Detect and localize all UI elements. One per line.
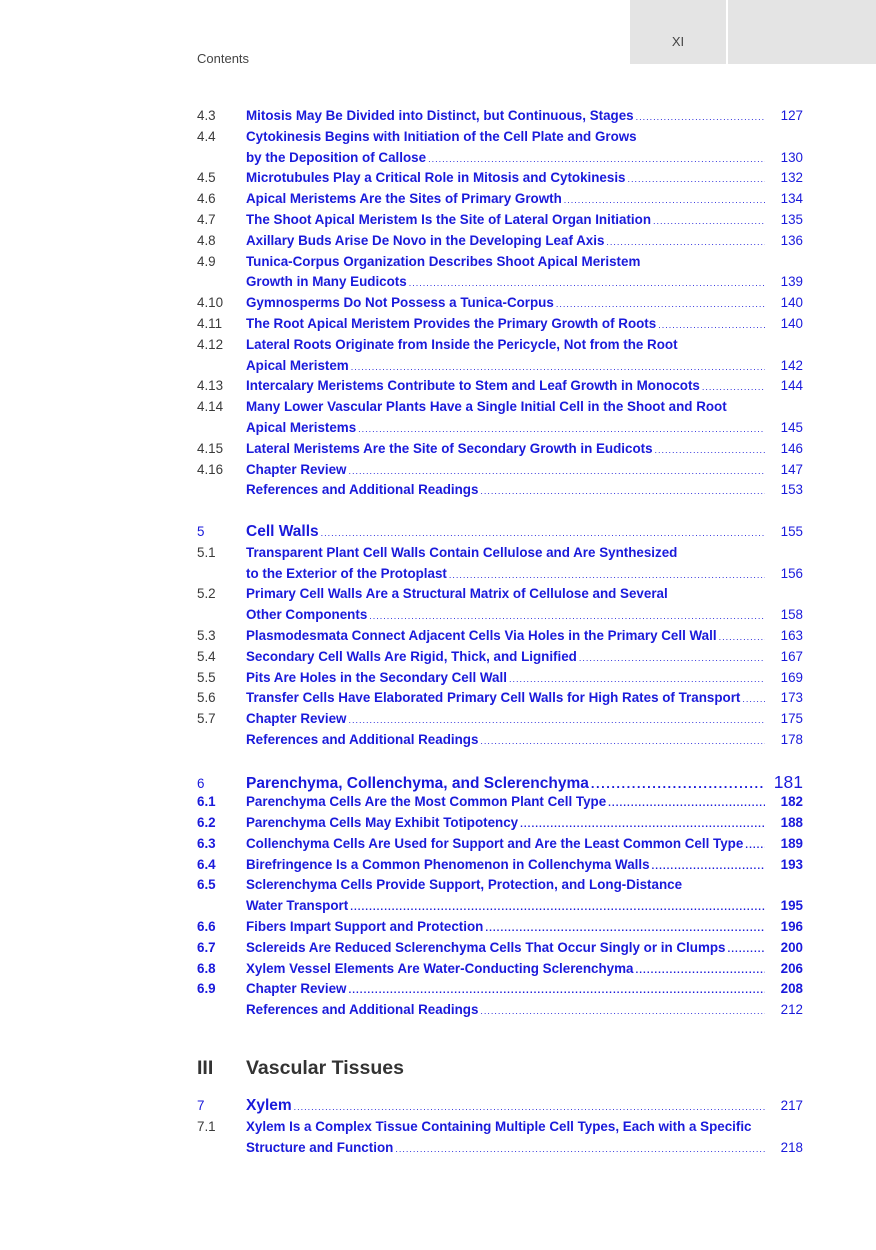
- section-title-link[interactable]: [246, 335, 769, 356]
- page-ref: 206: [780, 960, 803, 976]
- toc-entry[interactable]: [197, 688, 803, 709]
- dot-leader: [509, 669, 765, 690]
- page-ref: 142: [780, 357, 803, 373]
- section-number: 4.5: [197, 170, 216, 186]
- page-ref: 130: [780, 149, 803, 165]
- section-title: Many Lower Vascular Plants Have a Single Initial Cell in the Shoot and Root: [246, 399, 727, 415]
- toc-entry[interactable]: [197, 189, 803, 210]
- section-title-link[interactable]: [246, 439, 769, 461]
- toc-block-chapter-7: [197, 1117, 803, 1159]
- section-number: 6.8: [197, 960, 216, 976]
- section-title-link[interactable]: [246, 647, 769, 669]
- section-title-link[interactable]: [246, 668, 769, 690]
- section-number: 6.6: [197, 919, 216, 935]
- page-ref: 146: [780, 440, 803, 456]
- section-title-link[interactable]: [246, 106, 769, 128]
- section-title: Intercalary Meristems Contribute to Stem and Leaf Growth in Monocots: [246, 378, 700, 394]
- page-ref: 132: [780, 170, 803, 186]
- section-title: Lateral Roots Originate from Inside the Pericycle, Not from the Root: [246, 336, 678, 352]
- section-title-link[interactable]: [246, 210, 769, 232]
- section-number: 4.13: [197, 378, 224, 394]
- toc-entry-line[interactable]: [197, 397, 803, 418]
- section-title-link[interactable]: [246, 813, 769, 836]
- section-number: 4.11: [197, 315, 223, 331]
- dot-leader: [564, 190, 765, 211]
- toc-entry[interactable]: [197, 356, 803, 377]
- section-title-link[interactable]: [246, 543, 769, 564]
- page-ref: 153: [780, 482, 803, 498]
- section-title-link[interactable]: [246, 626, 769, 648]
- section-title: References and Additional Readings: [246, 482, 479, 498]
- chapter-number: 5: [197, 523, 205, 539]
- toc-block-chapter-4: [197, 106, 803, 501]
- section-title-link[interactable]: [246, 792, 769, 815]
- section-title-link[interactable]: [246, 314, 769, 336]
- toc-entry[interactable]: [197, 626, 803, 647]
- section-number: 4.7: [197, 211, 216, 227]
- section-number: 6.2: [197, 815, 216, 831]
- toc-entry-line[interactable]: [197, 875, 803, 896]
- toc-entry[interactable]: [197, 1000, 803, 1021]
- toc-entry[interactable]: [197, 168, 803, 189]
- section-title: Sclereids Are Reduced Sclerenchyma Cells That Occur Singly or in Clumps: [246, 939, 726, 955]
- section-title: Fibers Impart Support and Protection: [246, 919, 484, 935]
- section-number: 7.1: [197, 1118, 216, 1134]
- dot-leader: [369, 606, 765, 627]
- dot-leader: [658, 315, 765, 336]
- toc-entry-line[interactable]: [197, 335, 803, 356]
- chapter-number: 6: [197, 775, 205, 791]
- section-number: 6.3: [197, 835, 216, 851]
- section-title: Transparent Plant Cell Walls Contain Cellulose and Are Synthesized: [246, 544, 678, 560]
- toc-entry[interactable]: [197, 272, 803, 293]
- page-ref: 144: [780, 378, 803, 394]
- dot-leader: [294, 1097, 765, 1118]
- page-ref: 167: [780, 648, 803, 664]
- section-number: 4.3: [197, 108, 216, 123]
- page-ref: 195: [780, 898, 803, 914]
- page-ref: 145: [780, 419, 803, 435]
- section-title-link[interactable]: [246, 584, 769, 605]
- toc-entry-line[interactable]: [197, 584, 803, 605]
- page-ref: 175: [780, 711, 803, 727]
- dot-leader: [608, 794, 765, 815]
- page-ref: 173: [780, 690, 803, 706]
- toc-entry[interactable]: [197, 959, 803, 980]
- running-head: Contents: [197, 51, 250, 66]
- section-title: Plasmodesmata Connect Adjacent Cells Via Holes in the Primary Cell Wall: [246, 627, 717, 643]
- page-ref: 163: [780, 627, 803, 643]
- section-title-link[interactable]: [246, 252, 769, 273]
- section-title-link[interactable]: [246, 376, 769, 398]
- table-of-contents: [197, 106, 803, 1158]
- page-ref: 188: [780, 815, 803, 831]
- dot-leader: [591, 774, 765, 795]
- dot-leader: [321, 523, 765, 544]
- toc-entry[interactable]: [197, 564, 803, 585]
- dot-leader: [606, 232, 765, 253]
- toc-entry[interactable]: [197, 314, 803, 335]
- section-title: Structure and Function: [246, 1139, 394, 1155]
- section-title: References and Additional Readings: [246, 731, 479, 747]
- dot-leader: [350, 898, 765, 919]
- section-title: Tunica-Corpus Organization Describes Shoot Apical Meristem: [246, 253, 641, 269]
- section-number: 5.3: [197, 627, 216, 643]
- section-title-link[interactable]: [246, 293, 769, 315]
- section-title: Axillary Buds Arise De Novo in the Developing Leaf Axis: [246, 232, 605, 248]
- section-title: Water Transport: [246, 898, 349, 914]
- section-title-link[interactable]: [246, 959, 769, 982]
- toc-chapter-5[interactable]: [197, 522, 803, 543]
- section-number: 5.6: [197, 690, 216, 706]
- section-title-link[interactable]: [246, 148, 769, 170]
- section-title: Gymnosperms Do Not Possess a Tunica-Corpus: [246, 295, 554, 311]
- section-title: Mitosis May Be Divided into Distinct, but Continuous, Stages: [246, 108, 634, 123]
- toc-entry[interactable]: [197, 210, 803, 231]
- toc-entry[interactable]: [197, 376, 803, 397]
- page-number: XI: [671, 34, 685, 49]
- section-number: 6.1: [197, 794, 216, 810]
- page-ref: 208: [780, 981, 803, 997]
- section-number: 4.14: [197, 399, 224, 415]
- toc-entry[interactable]: [197, 792, 803, 813]
- dot-leader: [395, 1139, 765, 1160]
- toc-entry[interactable]: [197, 979, 803, 1000]
- section-title: Cytokinesis Begins with Initiation of the Cell Plate and Grows: [246, 128, 637, 144]
- section-title-link[interactable]: [246, 938, 769, 961]
- toc-entry[interactable]: [197, 293, 803, 314]
- section-title: Xylem Is a Complex Tissue Containing Multiple Cell Types, Each with a Specific: [246, 1118, 752, 1134]
- toc-chapter-7[interactable]: [197, 1096, 803, 1117]
- dot-leader: [449, 565, 765, 586]
- section-number: 6.7: [197, 939, 216, 955]
- section-title: Apical Meristem: [246, 357, 349, 373]
- page-ref: 217: [780, 1098, 803, 1114]
- section-title: Chapter Review: [246, 711, 347, 727]
- chapter-title-link[interactable]: [246, 522, 769, 544]
- section-title-link[interactable]: [246, 605, 769, 627]
- dot-leader: [636, 107, 765, 128]
- dot-leader: [745, 836, 765, 857]
- section-title-link[interactable]: [246, 168, 769, 190]
- page-ref: 140: [780, 295, 803, 311]
- dot-leader: [728, 940, 766, 961]
- dot-leader: [635, 961, 765, 982]
- dot-leader: [358, 419, 765, 440]
- toc-part-heading: [197, 1052, 803, 1084]
- section-title: Other Components: [246, 607, 368, 623]
- page-ref: 155: [780, 523, 803, 539]
- dot-leader: [480, 1001, 765, 1022]
- section-title: Chapter Review: [246, 981, 347, 997]
- page-ref: 135: [780, 211, 803, 227]
- dot-leader: [655, 440, 765, 461]
- toc-entry[interactable]: [197, 896, 803, 917]
- toc-block-chapter-6: [197, 792, 803, 1021]
- page-ref: 134: [780, 191, 803, 207]
- section-title: Sclerenchyma Cells Provide Support, Protection, and Long-Distance: [246, 877, 683, 893]
- section-title-link[interactable]: [246, 855, 769, 878]
- section-number: 4.10: [197, 295, 224, 311]
- toc-entry-line[interactable]: [197, 1117, 803, 1138]
- section-number: 5.5: [197, 669, 216, 685]
- chapter-title: Xylem: [246, 1097, 292, 1115]
- page-ref: 182: [780, 794, 803, 810]
- section-number: 4.4: [197, 128, 216, 144]
- chapter-title: Parenchyma, Collenchyma, and Sclerenchyma: [246, 774, 589, 792]
- toc-entry[interactable]: [197, 917, 803, 938]
- section-title-link[interactable]: [246, 709, 769, 731]
- page-ref: 169: [780, 669, 803, 685]
- section-number: 4.16: [197, 461, 224, 477]
- dot-leader: [628, 169, 766, 190]
- section-number: 6.9: [197, 981, 216, 997]
- section-title: Parenchyma Cells Are the Most Common Plant Cell Type: [246, 794, 607, 810]
- section-title-link[interactable]: [246, 979, 769, 1002]
- section-title: References and Additional Readings: [246, 1002, 479, 1018]
- dot-leader: [653, 211, 765, 232]
- part-title: Vascular Tissues: [246, 1057, 404, 1080]
- section-number: 6.5: [197, 877, 216, 893]
- section-title: by the Deposition of Callose: [246, 149, 427, 165]
- header-tab-left: [630, 0, 726, 64]
- section-title-link[interactable]: [246, 231, 769, 253]
- toc-entry[interactable]: [197, 148, 803, 169]
- page-ref: 196: [780, 919, 803, 935]
- toc-entry[interactable]: [197, 439, 803, 460]
- section-number: 4.15: [197, 440, 224, 456]
- toc-entry[interactable]: [197, 834, 803, 855]
- dot-leader: [742, 689, 765, 710]
- section-number: 4.9: [197, 253, 216, 269]
- section-title: Apical Meristems Are the Sites of Primary Growth: [246, 191, 562, 207]
- section-title-link[interactable]: [246, 418, 769, 440]
- section-title: Primary Cell Walls Are a Structural Matrix of Cellulose and Several: [246, 586, 668, 602]
- dot-leader: [348, 981, 765, 1002]
- section-title-link[interactable]: [246, 397, 769, 418]
- section-title-link[interactable]: [246, 896, 769, 919]
- section-title-link[interactable]: [246, 460, 769, 482]
- section-title-link[interactable]: [246, 189, 769, 211]
- toc-chapter-6[interactable]: [197, 772, 803, 793]
- section-title: Chapter Review: [246, 461, 347, 477]
- dot-leader: [409, 273, 765, 294]
- chapter-number: 7: [197, 1098, 205, 1114]
- section-title-link[interactable]: [246, 688, 769, 710]
- toc-entry[interactable]: [197, 855, 803, 876]
- section-title-link[interactable]: [246, 564, 769, 586]
- section-number: 5.7: [197, 711, 216, 727]
- toc-entry[interactable]: [197, 938, 803, 959]
- section-title: Apical Meristems: [246, 419, 357, 435]
- toc-entry[interactable]: [197, 231, 803, 252]
- toc-entry[interactable]: [197, 460, 803, 481]
- section-title: Parenchyma Cells May Exhibit Totipotency: [246, 815, 519, 831]
- toc-block-chapter-5: [197, 543, 803, 751]
- section-title-link[interactable]: [246, 356, 769, 378]
- section-title: Microtubules Play a Critical Role in Mitosis and Cytokinesis: [246, 170, 626, 186]
- toc-entry[interactable]: [197, 730, 803, 751]
- section-title: to the Exterior of the Protoplast: [246, 565, 447, 581]
- section-title-link[interactable]: [246, 1138, 769, 1160]
- section-title: Growth in Many Eudicots: [246, 274, 407, 290]
- section-number: 4.12: [197, 336, 224, 352]
- page-ref: 218: [780, 1139, 803, 1155]
- page-ref: 156: [780, 565, 803, 581]
- toc-entry[interactable]: [197, 106, 803, 127]
- section-title-link[interactable]: [246, 272, 769, 294]
- dot-leader: [702, 377, 765, 398]
- section-number: 6.4: [197, 856, 216, 872]
- chapter-title-link[interactable]: [246, 1096, 769, 1118]
- page-ref: 139: [780, 274, 803, 290]
- toc-entry-line[interactable]: [197, 127, 803, 148]
- section-title: Transfer Cells Have Elaborated Primary Cell Walls for High Rates of Transport: [246, 690, 741, 706]
- toc-entry[interactable]: [197, 1138, 803, 1159]
- page-ref: 127: [780, 108, 803, 123]
- page-ref: 189: [780, 835, 803, 851]
- page-ref: 136: [780, 232, 803, 248]
- section-title-link[interactable]: [246, 834, 769, 857]
- section-title: Lateral Meristems Are the Site of Secondary Growth in Eudicots: [246, 440, 653, 456]
- section-number: 5.4: [197, 648, 216, 664]
- section-title: The Shoot Apical Meristem Is the Site of Lateral Organ Initiation: [246, 211, 652, 227]
- dot-leader: [480, 481, 765, 502]
- section-title-link[interactable]: [246, 730, 769, 752]
- page-ref: 212: [780, 1002, 803, 1018]
- toc-entry[interactable]: [197, 709, 803, 730]
- section-title-link[interactable]: [246, 875, 769, 896]
- dot-leader: [480, 731, 765, 752]
- page-ref: 193: [780, 856, 803, 872]
- page-ref: 158: [780, 607, 803, 623]
- dot-leader: [652, 857, 765, 878]
- dot-leader: [348, 461, 765, 482]
- section-title: Birefringence Is a Common Phenomenon in Collenchyma Walls: [246, 856, 650, 872]
- section-number: 4.6: [197, 191, 216, 207]
- dot-leader: [520, 815, 765, 836]
- part-number: III: [197, 1057, 214, 1080]
- dot-leader: [348, 710, 765, 731]
- toc-entry[interactable]: [197, 668, 803, 689]
- toc-entry-line[interactable]: [197, 252, 803, 273]
- section-title-link[interactable]: [246, 480, 769, 502]
- dot-leader: [428, 149, 765, 170]
- toc-entry[interactable]: [197, 813, 803, 834]
- chapter-title-link[interactable]: [246, 774, 769, 795]
- section-title-link[interactable]: [246, 917, 769, 940]
- page-ref: 200: [780, 939, 803, 955]
- section-number: 5.1: [197, 544, 216, 560]
- section-number: 5.2: [197, 586, 216, 602]
- dot-leader: [485, 919, 765, 940]
- page-ref: 178: [780, 731, 803, 747]
- dot-leader: [719, 627, 765, 648]
- page-ref: 147: [780, 461, 803, 477]
- chapter-title: Cell Walls: [246, 522, 319, 540]
- dot-leader: [579, 648, 765, 669]
- section-title: Pits Are Holes in the Secondary Cell Wall: [246, 669, 507, 685]
- dot-leader: [556, 294, 765, 315]
- section-title: The Root Apical Meristem Provides the Primary Growth of Roots: [246, 315, 657, 331]
- section-title: Xylem Vessel Elements Are Water-Conducting Sclerenchyma: [246, 960, 634, 976]
- toc-entry[interactable]: [197, 647, 803, 668]
- section-title: Secondary Cell Walls Are Rigid, Thick, and Lignified: [246, 648, 577, 664]
- section-title: Collenchyma Cells Are Used for Support and Are the Least Common Cell Type: [246, 835, 744, 851]
- page-ref: 140: [780, 315, 803, 331]
- toc-entry[interactable]: [197, 605, 803, 626]
- toc-entry[interactable]: [197, 418, 803, 439]
- section-number: 4.8: [197, 232, 216, 248]
- toc-entry[interactable]: [197, 480, 803, 501]
- dot-leader: [351, 357, 765, 378]
- section-title-link[interactable]: [246, 127, 769, 148]
- header-tab-right: [728, 0, 876, 64]
- page-ref: 181: [773, 771, 803, 792]
- section-title-link[interactable]: [246, 1000, 769, 1022]
- toc-entry-line[interactable]: [197, 543, 803, 564]
- section-title-link[interactable]: [246, 1117, 769, 1138]
